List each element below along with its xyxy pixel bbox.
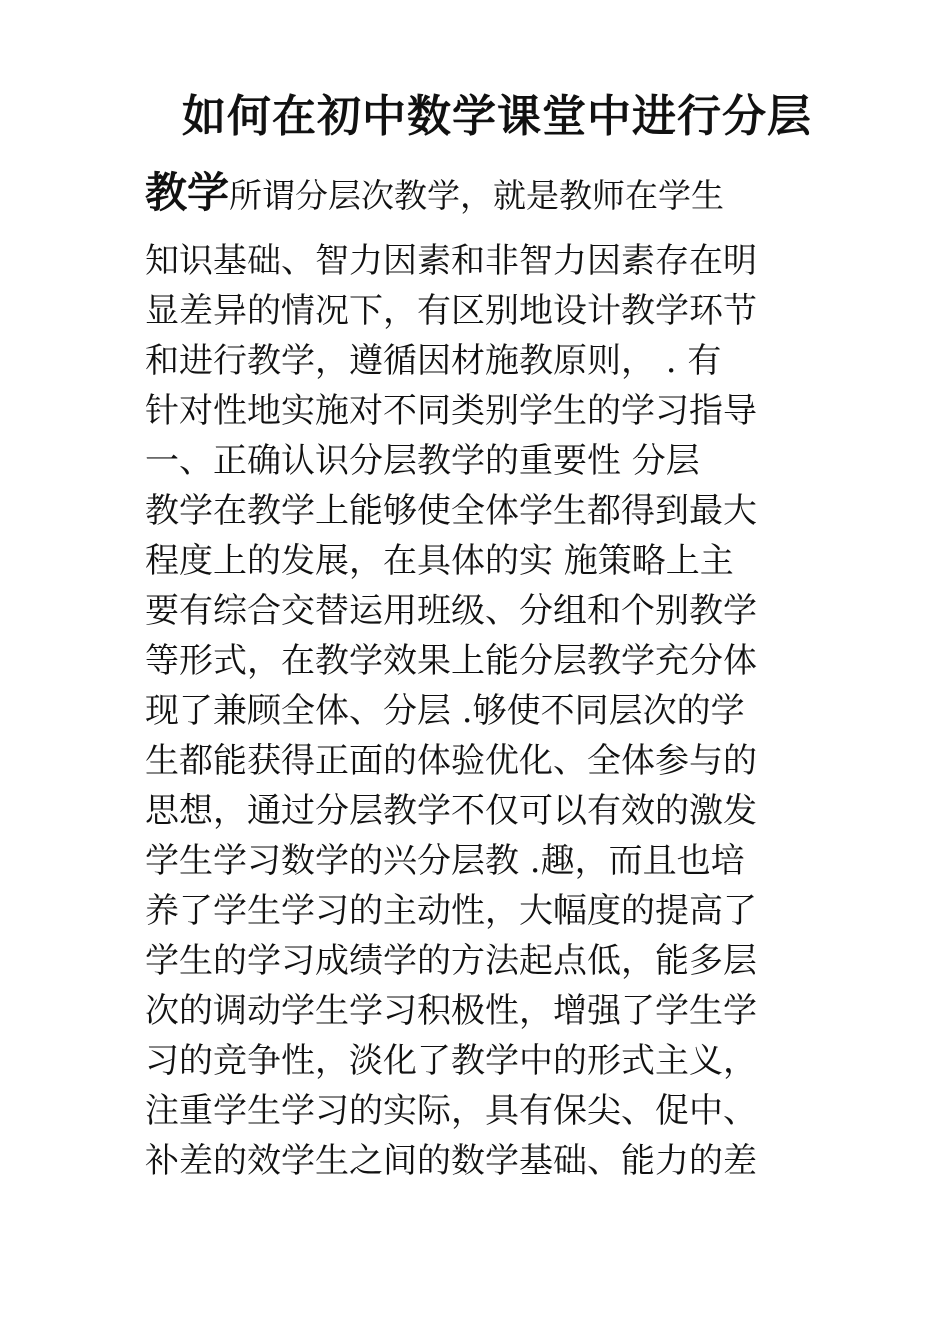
title-continuation-line xyxy=(145,162,724,227)
body-line: 要有综合交替运用班级、分组和个别教学 xyxy=(145,591,757,631)
body-line: 补差的效学生之间的数学基础、能力的差 xyxy=(145,1141,757,1181)
body-line: 现了兼顾全体、分层 .够使不同层次的学 xyxy=(145,691,745,731)
body-line: 生都能获得正面的体验优化、全体参与的 xyxy=(145,741,757,781)
body-line: 显差异的情况下，有区别地设计教学环节 xyxy=(145,291,757,331)
paragraph-first-line: 所谓分层次教学，就是教师在学生 xyxy=(229,176,725,215)
body-line: 学生的学习成绩学的方法起点低，能多层 xyxy=(145,941,757,981)
body-line: 习的竞争性，淡化了教学中的形式主义， xyxy=(145,1041,757,1081)
body-line: 教学在教学上能够使全体学生都得到最大 xyxy=(145,491,757,531)
body-line: 知识基础、智力因素和非智力因素存在明 xyxy=(145,241,757,281)
body-line: 和进行教学，遵循因材施教原则， . 有 xyxy=(145,341,722,381)
body-line: 等形式，在教学效果上能分层教学充分体 xyxy=(145,641,757,681)
body-line: 学生学习数学的兴分层教 .趣，而且也培 xyxy=(145,841,745,881)
body-line: 针对性地实施对不同类别学生的学习指导 xyxy=(145,391,757,431)
body-line: 程度上的发展，在具体的实 施策略上主 xyxy=(145,541,734,581)
document-title: 如何在初中数学课堂中进行分层 xyxy=(182,91,812,142)
body-line: 养了学生学习的主动性，大幅度的提高了 xyxy=(145,891,757,931)
body-line: 次的调动学生学习积极性，增强了学生学 xyxy=(145,991,757,1031)
body-line: 注重学生学习的实际，具有保尖、促中、 xyxy=(145,1091,757,1131)
body-line: 一、正确认识分层教学的重要性 分层 xyxy=(145,441,700,481)
body-line: 思想，通过分层教学不仅可以有效的激发 xyxy=(145,791,757,831)
document-title-continued: 教学 xyxy=(145,168,230,217)
